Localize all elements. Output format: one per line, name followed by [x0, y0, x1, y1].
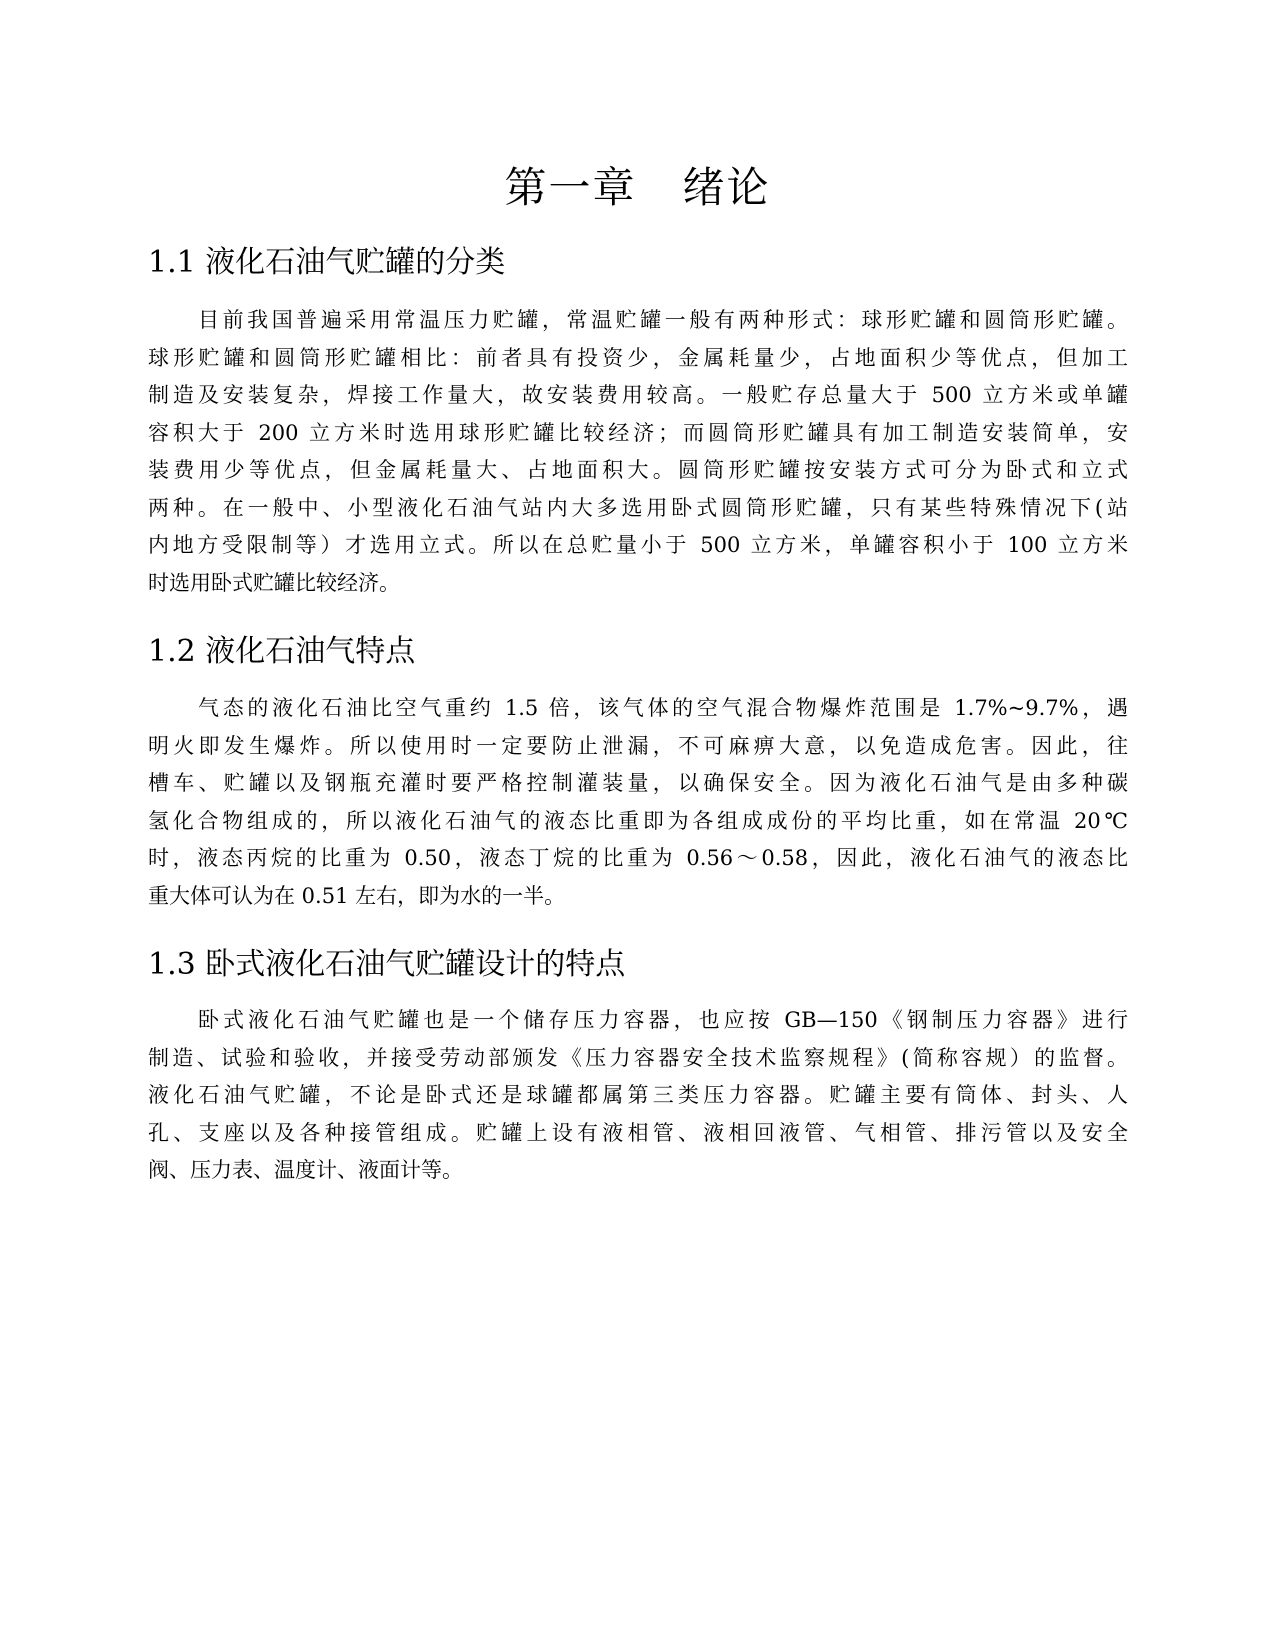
paragraph-line: 装费用少等优点，但金属耗量大、占地面积大。圆筒形贮罐按安装方式可分为卧式和立式	[148, 458, 1128, 482]
section-heading-1-2: 1.2 液化石油气特点	[148, 634, 416, 669]
paragraph-line: 目前我国普遍采用常温压力贮罐，常温贮罐一般有两种形式：球形贮罐和圆筒形贮罐。	[198, 308, 1128, 332]
paragraph-line: 卧式液化石油气贮罐也是一个储存压力容器，也应按 GB—150《钢制压力容器》进行	[198, 1008, 1128, 1032]
paragraph-line: 球形贮罐和圆筒形贮罐相比：前者具有投资少，金属耗量少，占地面积少等优点，但加工	[148, 345, 1128, 370]
paragraph-line: 阀、压力表、温度计、液面计等。	[148, 1158, 463, 1182]
paragraph-line: 容积大于 200 立方米时选用球形贮罐比较经济；而圆筒形贮罐具有加工制造安装简单，安	[148, 420, 1128, 445]
paragraph-1-2	[148, 690, 1128, 915]
paragraph-line: 明火即发生爆炸。所以使用时一定要防止泄漏，不可麻痹大意，以免造成危害。因此，往	[148, 733, 1128, 758]
paragraph-1-1	[148, 302, 1128, 602]
paragraph-line: 氢化合物组成的，所以液化石油气的液态比重即为各组成成份的平均比重，如在常温 20℃	[148, 808, 1128, 833]
section-heading-1-1: 1.1 液化石油气贮罐的分类	[148, 245, 506, 280]
paragraph-line: 槽车、贮罐以及钢瓶充灌时要严格控制灌装量，以确保安全。因为液化石油气是由多种碳	[148, 771, 1128, 795]
paragraph-line: 液化石油气贮罐，不论是卧式还是球罐都属第三类压力容器。贮罐主要有筒体、封头、人	[148, 1083, 1128, 1107]
paragraph-line: 内地方受限制等）才选用立式。所以在总贮量小于 500 立方米，单罐容积小于 100 立方米	[148, 533, 1128, 557]
paragraph-line: 气态的液化石油比空气重约 1.5 倍，该气体的空气混合物爆炸范围是 1.7%~9.7%，遇	[198, 696, 1128, 720]
section-heading-1-3: 1.3 卧式液化石油气贮罐设计的特点	[148, 947, 626, 982]
paragraph-1-3	[148, 1002, 1128, 1190]
paragraph-line: 制造及安装复杂，焊接工作量大，故安装费用较高。一般贮存总量大于 500 立方米或单罐	[148, 383, 1128, 407]
paragraph-line: 孔、支座以及各种接管组成。贮罐上设有液相管、液相回液管、气相管、排污管以及安全	[148, 1120, 1128, 1145]
paragraph-line: 两种。在一般中、小型液化石油气站内大多选用卧式圆筒形贮罐，只有某些特殊情况下(站	[148, 495, 1128, 520]
chapter-title: 第一章 绪论	[504, 163, 771, 212]
paragraph-line: 重大体可认为在 0.51 左右，即为水的一半。	[148, 883, 566, 908]
paragraph-line: 制造、试验和验收，并接受劳动部颁发《压力容器安全技术监察规程》(简称容规）的监督。	[148, 1045, 1128, 1070]
paragraph-line: 时，液态丙烷的比重为 0.50，液态丁烷的比重为 0.56～0.58，因此，液化石油气的液态比	[148, 846, 1128, 870]
paragraph-line: 时选用卧式贮罐比较经济。	[148, 570, 400, 595]
